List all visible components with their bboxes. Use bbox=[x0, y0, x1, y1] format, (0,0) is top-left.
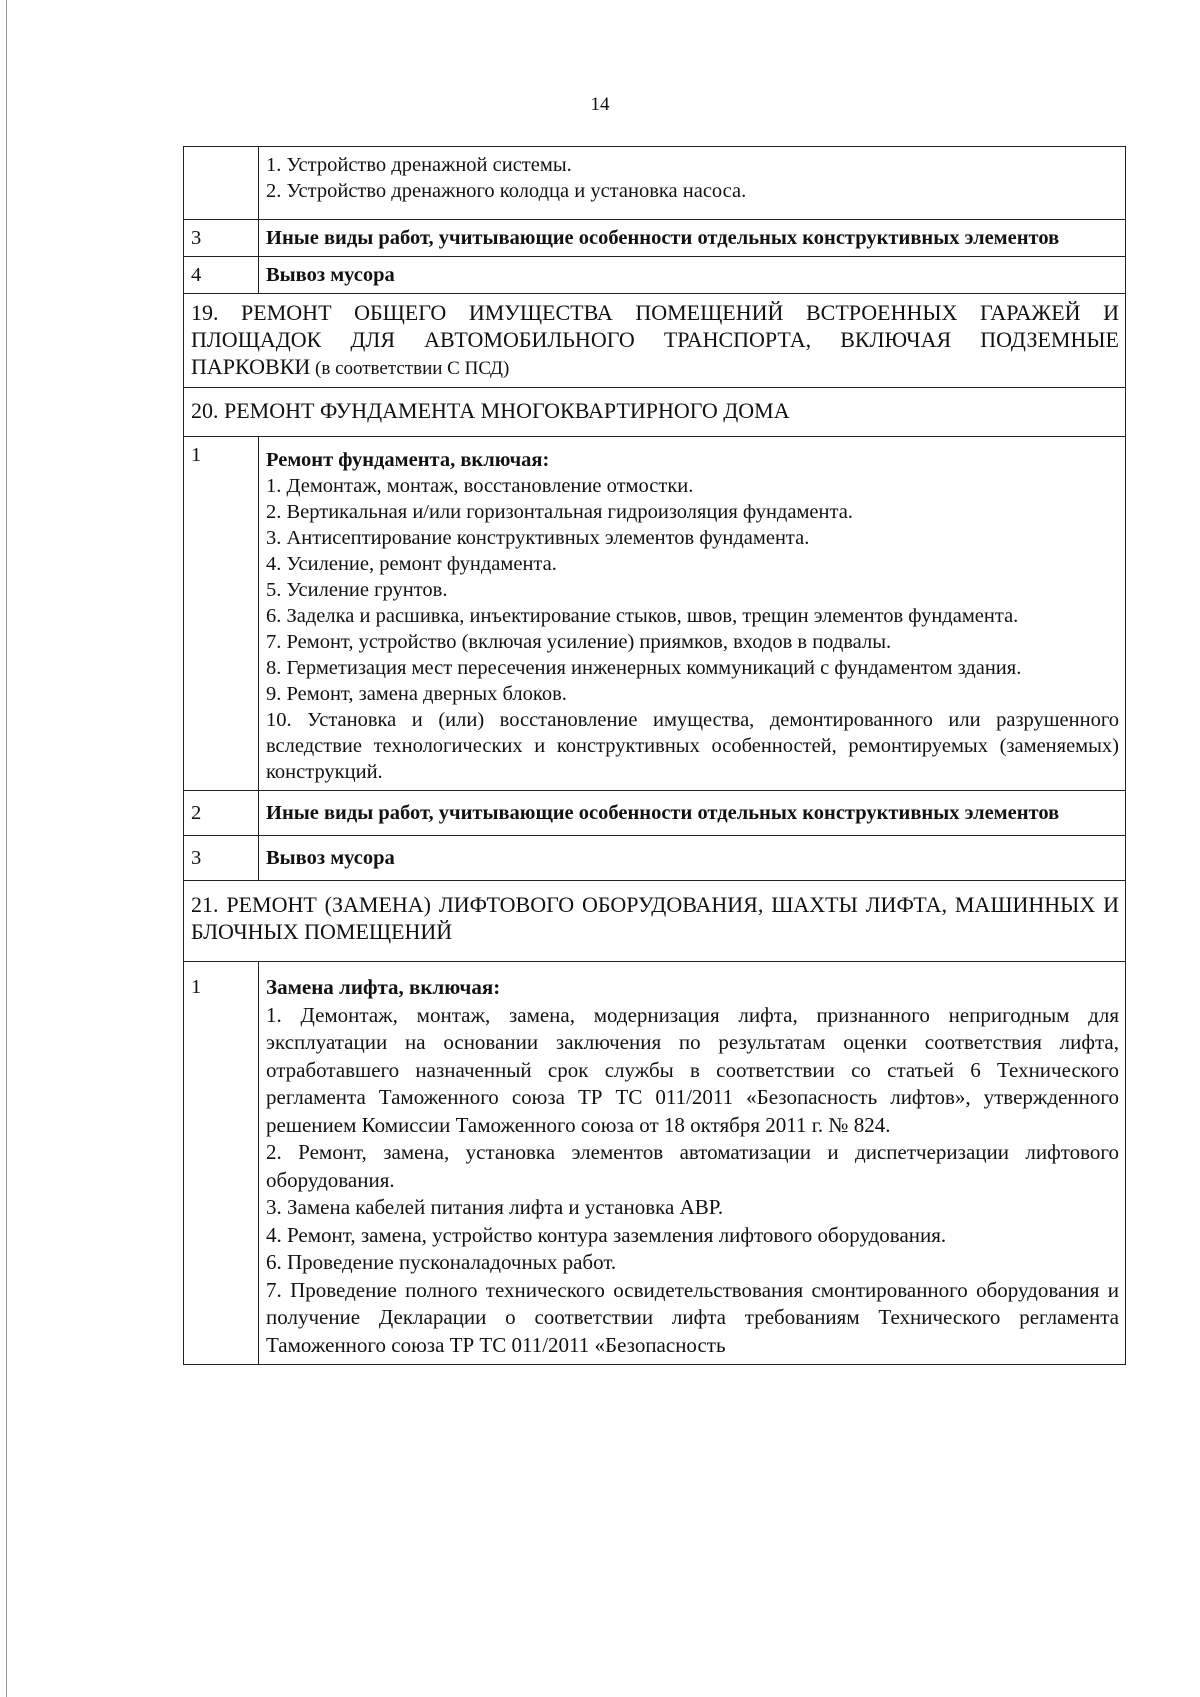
row-heading: Замена лифта, включая: bbox=[266, 975, 501, 999]
row-heading: Вывоз мусора bbox=[266, 264, 395, 286]
row-heading: Иные виды работ, учитывающие особенности отдельных конструктивных элементов bbox=[266, 227, 1060, 249]
row-content-cell bbox=[259, 147, 1126, 220]
section-19-note: (в соответствии С ПСД) bbox=[310, 358, 510, 379]
list-item: 4. Ремонт, замена, устройство контура заземления лифтового оборудования. bbox=[266, 1222, 947, 1247]
row-content-cell bbox=[259, 962, 1126, 1365]
row-content-cell bbox=[259, 836, 1126, 881]
list-item: 3. Антисептирование конструктивных элементов фундамента. bbox=[266, 527, 810, 549]
list-item: 1. Устройство дренажной системы. bbox=[266, 154, 572, 176]
row-number-cell: 1 bbox=[184, 962, 259, 1365]
list-item: 8. Герметизация мест пересечения инженерных коммуникаций с фундаментом здания. bbox=[266, 657, 1022, 679]
section-20-title: 20. РЕМОНТ ФУНДАМЕНТА МНОГОКВАРТИРНОГО ДОМА bbox=[191, 398, 790, 423]
section-title-cell bbox=[184, 881, 1126, 962]
row-number-cell: 2 bbox=[184, 791, 259, 836]
row-heading: Ремонт фундамента, включая: bbox=[266, 449, 550, 471]
section-19-title-text: 19. РЕМОНТ ОБЩЕГО ИМУЩЕСТВА ПОМЕЩЕНИЙ ВСТРОЕННЫХ ГАРАЖЕЙ И ПЛОЩАДОК ДЛЯ АВТОМОБИЛЬНОГО ТРАНСПОРТА, ВКЛЮЧАЯ ПОДЗЕМНЫЕ ПАРКОВКИ bbox=[191, 300, 1119, 379]
row-number-cell: 1 bbox=[184, 437, 259, 791]
list-item: 2. Ремонт, замена, установка элементов автоматизации и диспетчеризации лифтового оборудования. bbox=[266, 1140, 1119, 1192]
section-title-cell bbox=[184, 388, 1126, 437]
scan-edge-line bbox=[6, 0, 7, 1697]
section-19-title bbox=[191, 299, 1119, 382]
list-item: 6. Заделка и расшивка, инъектирование стыков, швов, трещин элементов фундамента. bbox=[266, 605, 1019, 627]
section-row bbox=[184, 294, 1126, 388]
table-row bbox=[184, 437, 1126, 791]
row-number-cell bbox=[184, 147, 259, 220]
section-row bbox=[184, 388, 1126, 437]
table-row bbox=[184, 836, 1126, 881]
page-number: 14 bbox=[590, 94, 610, 115]
section-21-title: 21. РЕМОНТ (ЗАМЕНА) ЛИФТОВОГО ОБОРУДОВАНИЯ, ШАХТЫ ЛИФТА, МАШИННЫХ И БЛОЧНЫХ ПОМЕЩЕНИЙ bbox=[191, 892, 1119, 944]
table-row bbox=[184, 257, 1126, 294]
list-item: 10. Установка и (или) восстановление имущества, демонтированного или разрушенного вследствие технологических и конструктивных особенностей, ремонтируемых (заменяемых) конструкций. bbox=[266, 709, 1119, 783]
list-item: 4. Усиление, ремонт фундамента. bbox=[266, 553, 557, 575]
section-title-cell bbox=[184, 294, 1126, 388]
row-number-cell: 3 bbox=[184, 220, 259, 257]
table-row bbox=[184, 791, 1126, 836]
list-item: 7. Ремонт, устройство (включая усиление) приямков, входов в подвалы. bbox=[266, 631, 892, 653]
list-item: 5. Усиление грунтов. bbox=[266, 579, 448, 601]
table-row bbox=[184, 962, 1126, 1365]
list-item: 9. Ремонт, замена дверных блоков. bbox=[266, 683, 567, 705]
row-content-cell bbox=[259, 220, 1126, 257]
list-item: 3. Замена кабелей питания лифта и установка АВР. bbox=[266, 1195, 724, 1219]
works-table bbox=[183, 146, 1126, 1365]
list-item: 1. Демонтаж, монтаж, замена, модернизация лифта, признанного непригодным для эксплуатации на основании заключения по результатам оценки соответствия лифта, отработавшего назначенный срок службы в соответствии со статьей 6 Технического регламента Таможенного союза ТР ТС 011/2011 «Безопасность лифтов», утвержденного решением Комиссии Таможенного союза от 18 октября 2011 г. № 824. bbox=[266, 1002, 1119, 1137]
section-row bbox=[184, 881, 1126, 962]
row-heading: Вывоз мусора bbox=[266, 847, 395, 869]
row-number-cell: 3 bbox=[184, 836, 259, 881]
table-row bbox=[184, 147, 1126, 220]
list-item: 6. Проведение пусконаладочных работ. bbox=[266, 1250, 617, 1274]
list-item: 1. Демонтаж, монтаж, восстановление отмостки. bbox=[266, 475, 694, 497]
table-row bbox=[184, 220, 1126, 257]
row-heading: Иные виды работ, учитывающие особенности отдельных конструктивных элементов bbox=[266, 802, 1060, 824]
list-item: 7. Проведение полного технического освидетельствования смонтированного оборудования и получение Декларации о соответствии лифта требованиям Технического регламента Таможенного союза ТР ТС 011/2011 «Безопасность bbox=[266, 1277, 1119, 1357]
row-number-cell: 4 bbox=[184, 257, 259, 294]
row-content-cell bbox=[259, 257, 1126, 294]
list-item: 2. Устройство дренажного колодца и установка насоса. bbox=[266, 180, 747, 202]
row-content-cell bbox=[259, 791, 1126, 836]
row-content-cell bbox=[259, 437, 1126, 791]
list-item: 2. Вертикальная и/или горизонтальная гидроизоляция фундамента. bbox=[266, 501, 853, 523]
